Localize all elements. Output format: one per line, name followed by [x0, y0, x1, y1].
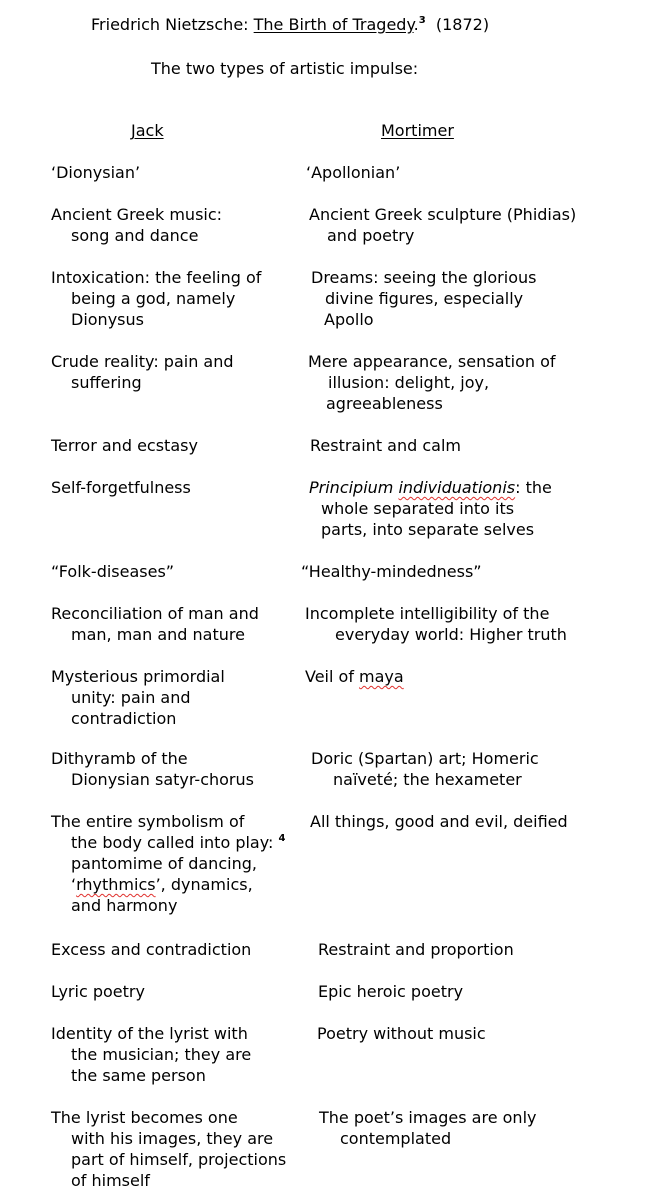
left-cell-line: Ancient Greek music:	[51, 205, 223, 224]
left-cell-line: suffering	[71, 373, 142, 392]
right-cell-line: Ancient Greek sculpture (Phidias)	[309, 205, 577, 224]
left-cell-line	[71, 874, 253, 895]
left-cell-line: and harmony	[71, 896, 178, 915]
publication-year: (1872)	[435, 15, 490, 34]
left-cell-line: Dionysian satyr-chorus	[71, 770, 254, 789]
right-cell-line: The poet’s images are only	[319, 1108, 537, 1127]
left-cell-line: Mysterious primordial	[51, 667, 225, 686]
left-cell-text: ’, dynamics,	[155, 875, 253, 894]
author-name: Friedrich Nietzsche:	[91, 15, 254, 34]
left-cell-line: Identity of the lyrist with	[51, 1024, 248, 1043]
left-cell-line: song and dance	[71, 226, 199, 245]
column-header-right: Mortimer	[381, 121, 454, 140]
quote-open: ‘	[71, 875, 77, 894]
left-cell-line: unity: pain and	[71, 688, 191, 707]
right-cell-line: Epic heroic poetry	[318, 982, 464, 1001]
left-cell-text: the body called into play:	[71, 833, 274, 852]
right-cell-line: Restraint and calm	[310, 436, 461, 455]
left-cell-line: part of himself, projections	[71, 1150, 287, 1169]
left-cell-line: Crude reality: pain and	[51, 352, 234, 371]
left-cell-line: contradiction	[71, 709, 177, 728]
right-cell-line: contemplated	[340, 1129, 452, 1148]
latin-term-tail: : the	[515, 478, 552, 497]
left-cell-line: the same person	[71, 1066, 206, 1085]
right-cell-line: everyday world: Higher truth	[335, 625, 567, 644]
right-cell-line: illusion: delight, joy,	[328, 373, 490, 392]
left-cell-line: Dithyramb of the	[51, 749, 188, 768]
right-cell-line: Dreams: seeing the glorious	[311, 268, 537, 287]
column-header-left: Jack	[131, 121, 164, 140]
left-cell-line: of himself	[71, 1171, 150, 1190]
left-cell-line: pantomime of dancing,	[71, 854, 257, 873]
left-cell-line: man, man and nature	[71, 625, 245, 644]
right-cell-line: Poetry without music	[317, 1024, 486, 1043]
left-cell-line: The lyrist becomes one	[51, 1108, 238, 1127]
footnote-marker: 3	[418, 15, 426, 26]
rhythmics-word: rhythmics	[76, 875, 156, 894]
left-cell-line: Reconciliation of man and	[51, 604, 259, 623]
left-cell-line: the musician; they are	[71, 1045, 252, 1064]
left-cell-line: Lyric poetry	[51, 982, 145, 1001]
right-cell-line: “Healthy-mindedness”	[301, 562, 482, 581]
right-cell-line: Incomplete intelligibility of the	[305, 604, 550, 623]
right-cell-line: Doric (Spartan) art; Homeric	[311, 749, 539, 768]
veil-prefix: Veil of	[305, 667, 360, 686]
page-title	[91, 14, 489, 38]
right-cell-line	[309, 477, 552, 498]
left-cell-line: “Folk-diseases”	[51, 562, 175, 581]
right-cell-line: Restraint and proportion	[318, 940, 514, 959]
left-cell-line: being a god, namely	[71, 289, 236, 308]
right-cell-line: and poetry	[327, 226, 415, 245]
latin-term-word: individuationis	[398, 478, 516, 497]
left-cell-line: Excess and contradiction	[51, 940, 252, 959]
maya-word: maya	[359, 667, 404, 686]
right-cell-line: naïveté; the hexameter	[333, 770, 522, 789]
footnote-marker: 4	[278, 833, 286, 844]
left-cell-line: Self-forgetfulness	[51, 478, 191, 497]
left-cell-line: The entire symbolism of	[51, 812, 245, 831]
right-cell-apollonian: ‘Apollonian’	[306, 163, 401, 182]
right-cell-line: divine figures, especially	[325, 289, 524, 308]
left-cell-line: Intoxication: the feeling of	[51, 268, 262, 287]
book-title: The Birth of Tragedy	[253, 15, 414, 34]
left-cell-line: with his images, they are	[71, 1129, 274, 1148]
subtitle: The two types of artistic impulse:	[151, 59, 419, 78]
right-cell-line: whole separated into its	[321, 499, 515, 518]
right-cell-line: All things, good and evil, deified	[310, 812, 568, 831]
right-cell-line: agreeableness	[326, 394, 443, 413]
right-cell-line: Apollo	[324, 310, 374, 329]
right-cell-line: Mere appearance, sensation of	[308, 352, 556, 371]
right-cell-line	[305, 666, 404, 687]
left-cell-line: Dionysus	[71, 310, 144, 329]
left-cell-dionysian: ‘Dionysian’	[51, 163, 141, 182]
latin-term: Principium	[309, 478, 399, 497]
left-cell-line: Terror and ecstasy	[51, 436, 198, 455]
title-period: .	[413, 15, 419, 34]
right-cell-line: parts, into separate selves	[321, 520, 535, 539]
